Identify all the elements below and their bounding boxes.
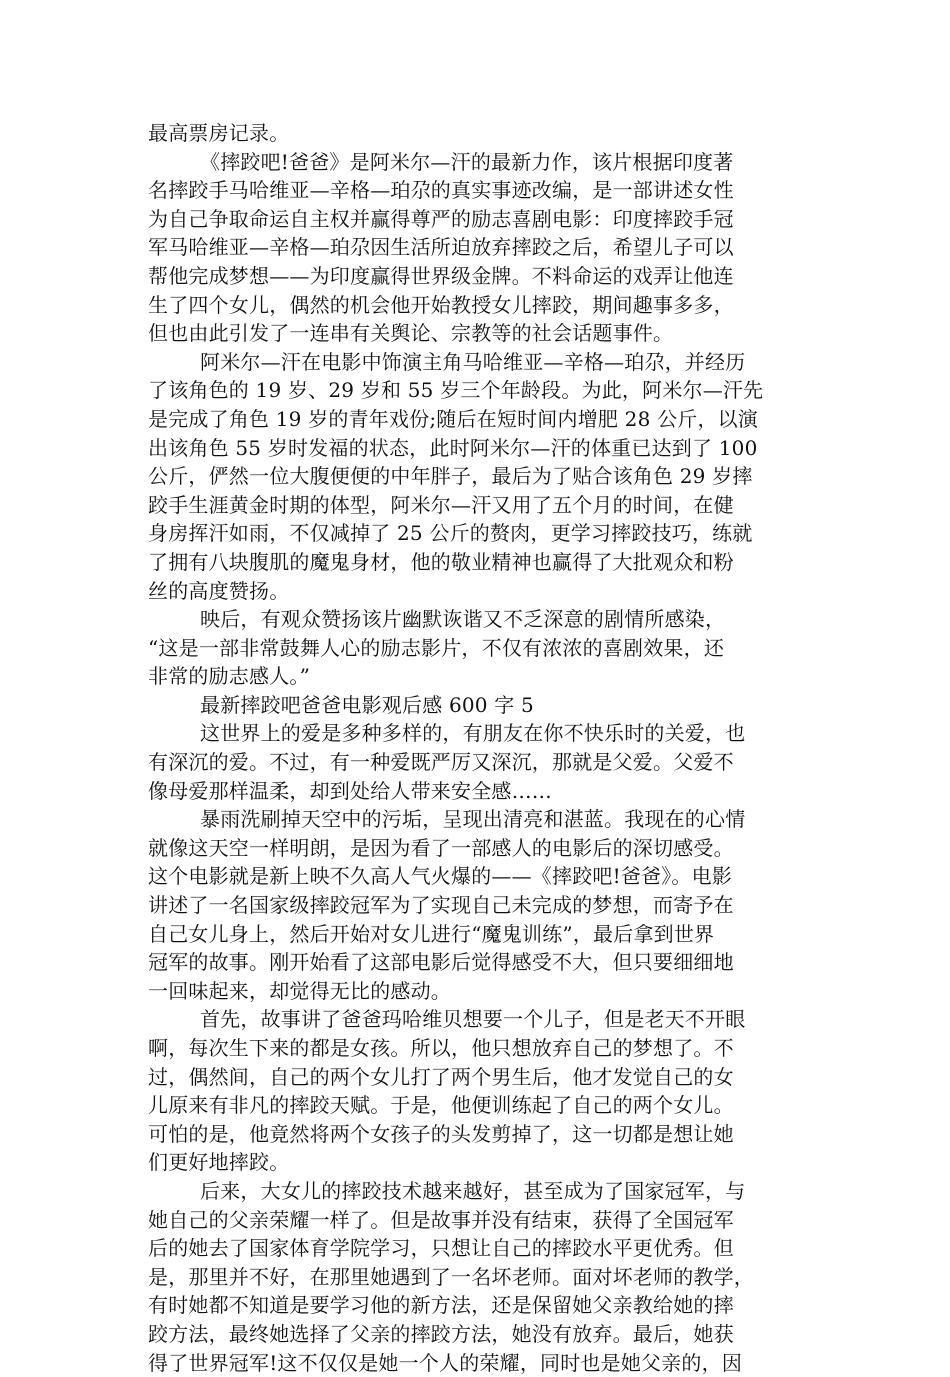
text-line: 出该角色 55 岁时发福的状态，此时阿米尔—汗的体重已达到了 100 <box>148 435 758 460</box>
text-line: 丝的高度赞扬。 <box>148 578 290 603</box>
section-heading: 最新摔跤吧爸爸电影观后感 600 字 5 <box>200 692 534 717</box>
paragraph-start-line: 映后，有观众赞扬该片幽默诙谐又不乏深意的剧情所感染， <box>200 607 726 632</box>
article-body <box>148 119 808 1377</box>
text-line: 最高票房记录。 <box>148 121 290 145</box>
text-line: 她自己的父亲荣耀一样了。但是故事并没有结束，获得了全国冠军 <box>148 1207 734 1232</box>
paragraph-start-line: 《摔跤吧!爸爸》是阿米尔—汗的最新力作，该片根据印度著 <box>200 149 734 174</box>
text-line: 就像这天空一样明朗，是因为看了一部感人的电影后的深切感受。 <box>148 835 734 860</box>
text-line: 非常的励志感人。” <box>148 664 311 689</box>
text-line: 有深沉的爱。不过，有一种爱既严厉又深沉，那就是父爱。父爱不 <box>148 750 734 775</box>
text-line: 冠军的故事。刚开始看了这部电影后觉得感受不大，但只要细细地 <box>148 950 734 975</box>
text-line: 了该角色的 19 岁、29 岁和 55 岁三个年龄段。为此，阿米尔—汗先 <box>148 378 764 403</box>
text-line: 但也由此引发了一连串有关舆论、宗教等的社会话题事件。 <box>148 321 674 346</box>
text-line: 帮他完成梦想——为印度赢得世界级金牌。不料命运的戏弄让他连 <box>148 263 734 288</box>
text-line: 名摔跤手马哈维亚—辛格—珀尕的真实事迹改编，是一部讲述女性 <box>148 178 734 203</box>
text-line: 有时她都不知道是要学习他的新方法，还是保留她父亲教给她的摔 <box>148 1293 734 1318</box>
paragraph-start-line: 暴雨洗刷掉天空中的污垢，呈现出清亮和湛蓝。我现在的心情 <box>200 807 746 832</box>
text-line: 是，那里并不好，在那里她遇到了一名坏老师。面对坏老师的教学， <box>148 1264 754 1289</box>
text-line: “这是一部非常鼓舞人心的励志影片，不仅有浓浓的喜剧效果，还 <box>148 635 725 660</box>
text-line: 后的她去了国家体育学院学习，只想让自己的摔跤水平更优秀。但 <box>148 1236 734 1261</box>
text-line: 这个电影就是新上映不久高人气火爆的——《摔跤吧!爸爸》。电影 <box>148 864 733 889</box>
text-line: 们更好地摔跤。 <box>148 1150 290 1175</box>
paragraph-start-line: 阿米尔—汗在电影中饰演主角马哈维亚—辛格—珀尕，并经历 <box>200 349 746 374</box>
text-line: 像母爱那样温柔，却到处给人带来安全感…… <box>148 778 552 803</box>
text-line: 了拥有八块腹肌的魔鬼身材，他的敬业精神也赢得了大批观众和粉 <box>148 549 734 574</box>
text-line: 公斤，俨然一位大腹便便的中年胖子，最后为了贴合该角色 29 岁摔 <box>148 464 753 489</box>
text-line: 生了四个女儿，偶然的机会他开始教授女儿摔跤，期间趣事多多， <box>148 292 734 317</box>
text-line: 儿原来有非凡的摔跤天赋。于是，他便训练起了自己的两个女儿。 <box>148 1093 734 1118</box>
text-line: 一回味起来，却觉得无比的感动。 <box>148 978 451 1003</box>
text-line: 跤方法，最终她选择了父亲的摔跤方法，她没有放弃。最后，她获 <box>148 1321 734 1346</box>
text-line: 身房挥汗如雨，不仅减掉了 25 公斤的赘肉，更学习摔跤技巧，练就 <box>148 521 753 546</box>
paragraph-start-line: 首先，故事讲了爸爸玛哈维贝想要一个儿子，但是老天不开眼 <box>200 1007 746 1032</box>
paragraph-start-line: 后来，大女儿的摔跤技术越来越好，甚至成为了国家冠军，与 <box>200 1178 746 1203</box>
text-line: 自己女儿身上，然后开始对女儿进行“魔鬼训练”，最后拿到世界 <box>148 921 715 946</box>
text-line: 为自己争取命运自主权并赢得尊严的励志喜剧电影：印度摔跤手冠 <box>148 206 734 231</box>
paragraph-start-line: 这世界上的爱是多种多样的，有朋友在你不快乐时的关爱，也 <box>200 721 746 746</box>
text-line: 过，偶然间，自己的两个女儿打了两个男生后，他才发觉自己的女 <box>148 1064 734 1089</box>
text-line: 是完成了角色 19 岁的青年戏份;随后在短时间内增肥 28 公斤，以演 <box>148 406 759 431</box>
text-line: 讲述了一名国家级摔跤冠军为了实现自己未完成的梦想，而寄予在 <box>148 893 734 918</box>
text-line: 得了世界冠军!这不仅仅是她一个人的荣耀，同时也是她父亲的，因 <box>148 1350 743 1375</box>
text-line: 可怕的是，他竟然将两个女孩子的头发剪掉了，这一切都是想让她 <box>148 1121 734 1146</box>
text-line: 啊，每次生下来的都是女孩。所以，他只想放弃自己的梦想了。不 <box>148 1036 734 1060</box>
text-line: 军马哈维亚—辛格—珀尕因生活所迫放弃摔跤之后，希望儿子可以 <box>148 235 734 260</box>
text-line: 跤手生涯黄金时期的体型，阿米尔—汗又用了五个月的时间，在健 <box>148 492 734 517</box>
